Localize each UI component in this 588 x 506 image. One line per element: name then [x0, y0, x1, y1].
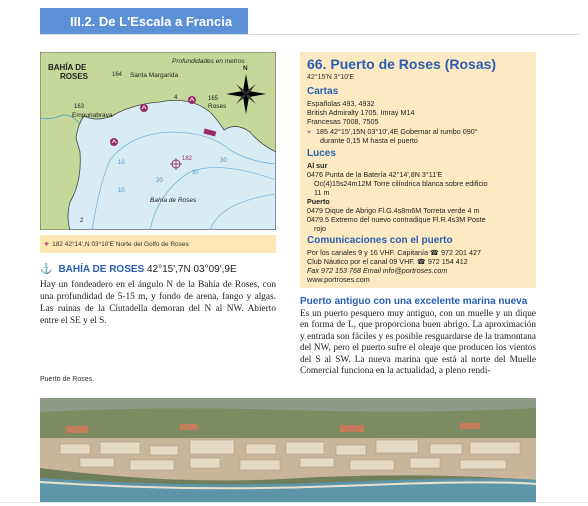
luz-line: Oc(4)15s24m12M Torre cilíndrica blanca sobre edificio — [314, 179, 488, 188]
luces-heading: Luces — [307, 148, 336, 159]
depth-2: 2 — [80, 218, 84, 224]
label-bahia: Bahía de Roses — [150, 197, 197, 204]
depth-10a: 10 — [118, 160, 125, 166]
aerial-photo-roses — [40, 398, 536, 502]
label-empuriabrava: Empuriabrava — [72, 112, 113, 119]
luz-line: rojo — [314, 224, 326, 233]
anchorage-marker-icon — [110, 138, 118, 146]
cartas-heading: Cartas — [307, 86, 339, 97]
label-santa-margarida: Santa Margarida — [130, 72, 179, 79]
compass-north-label: N — [243, 65, 248, 72]
map-caption-text: 182 42°14',N 03°10'E Norte del Golfo de Roses — [52, 240, 189, 248]
comunicaciones-heading: Comunicaciones con el puerto — [307, 235, 453, 246]
luz-line: 0479 Dique de Abrigo Fl.G.4s8m6M Torreta verde 4 m — [307, 206, 480, 215]
anchorage-coords: 42°15',7N 03°09',9E — [147, 264, 237, 275]
luz-line: 11 m — [314, 188, 330, 197]
port-info-panel — [300, 52, 536, 288]
height-163: 163 — [74, 104, 85, 110]
carta-line: Españolas 493, 4932 — [307, 99, 375, 108]
luces-puerto: Puerto — [307, 197, 330, 206]
depth-4: 4 — [174, 95, 178, 101]
carta-line: British Admiralty 1705. Imray M14 — [307, 108, 415, 117]
luces-al-sur: Al sur — [307, 161, 328, 170]
map-title-line1: BAHÍA DE — [48, 63, 87, 72]
anchorage-description: Hay un fondeadero en el ángulo N de la Bahía de Roses, con una profundidad de 5-15 m, y fondo de arena, fango y algas. Las ruinas de la Ciutadella demoran del N al NW. Abierto entre el SE y el S. — [40, 280, 276, 326]
anchorage-marker-icon — [188, 96, 196, 104]
page-bottom-rule — [0, 502, 588, 503]
com-line: Club Náutico por el canal 09 VHF. ☎ 972 154 412 — [307, 257, 468, 266]
anchor-icon: ⚓ — [40, 264, 53, 275]
header-divider — [40, 34, 580, 35]
depth-20: 20 — [156, 178, 163, 184]
photo-caption: Puerto de Roses. — [40, 376, 95, 383]
website-link[interactable]: www.portroses.com — [307, 275, 370, 284]
port-title: 66. Puerto de Roses (Rosas) — [307, 56, 497, 72]
anchorage-marker-icon — [140, 104, 148, 112]
article-heading: Puerto antiguo con una excelente marina nueva — [300, 296, 528, 307]
depth-30a: 30 — [192, 170, 199, 176]
com-line: Fax 972 153 768 Email info@portroses.com — [307, 266, 448, 275]
bay-map — [40, 52, 276, 230]
section-title: III.2. De L'Escala a Francia — [70, 14, 233, 29]
waypoint-182-label: 182 — [182, 156, 193, 162]
luz-line: 0476 Punta de la Batería 42°14',8N 3°11'E — [307, 170, 443, 179]
height-164: 164 — [112, 72, 123, 78]
map-caption — [40, 235, 276, 253]
waypoint-line: durante 0,15 M hasta el puerto — [320, 136, 418, 145]
height-165: 165 — [208, 96, 219, 102]
anchorage-heading — [40, 264, 237, 275]
depth-10b: 10 — [118, 188, 125, 194]
luz-line: 0479.5 Extremo del nuevo contradique Fl.R.4s3M Poste — [307, 215, 486, 224]
anchorage-name: BAHÍA DE ROSES — [58, 264, 145, 275]
waypoint-icon: ⌖ — [307, 127, 312, 136]
waypoint-line: 185 42°15',15N 03°10',4E Gobernar al rumbo 090° — [316, 127, 478, 136]
port-coords: 42°15'N 3°10'E — [307, 74, 355, 81]
depth-note: Profundidades en metros — [172, 58, 245, 65]
section-header — [40, 8, 248, 34]
depth-30b: 30 — [220, 158, 227, 164]
label-roses: Roses — [208, 103, 227, 110]
article-body: Es un puerto pesquero muy antiguo, con un muelle y un dique en forma de L, que proporciona buen abrigo. La aproximación y entrada son fáciles y es posible resguardarse de la tramontana del NW, pero el puerto sufre el oleaje que producen los vientos del S al SW. La nueva marina que está al norte del Muelle Comercial funciona en la actualidad, a pleno rendi- — [300, 309, 536, 377]
com-line: Por los canales 9 y 16 VHF. Capitanía ☎ 972 201 427 — [307, 248, 481, 257]
map-title-line2: ROSES — [60, 72, 89, 81]
carta-line: Francesas 7008, 7505 — [307, 117, 379, 126]
waypoint-icon: ⌖ — [44, 238, 50, 249]
